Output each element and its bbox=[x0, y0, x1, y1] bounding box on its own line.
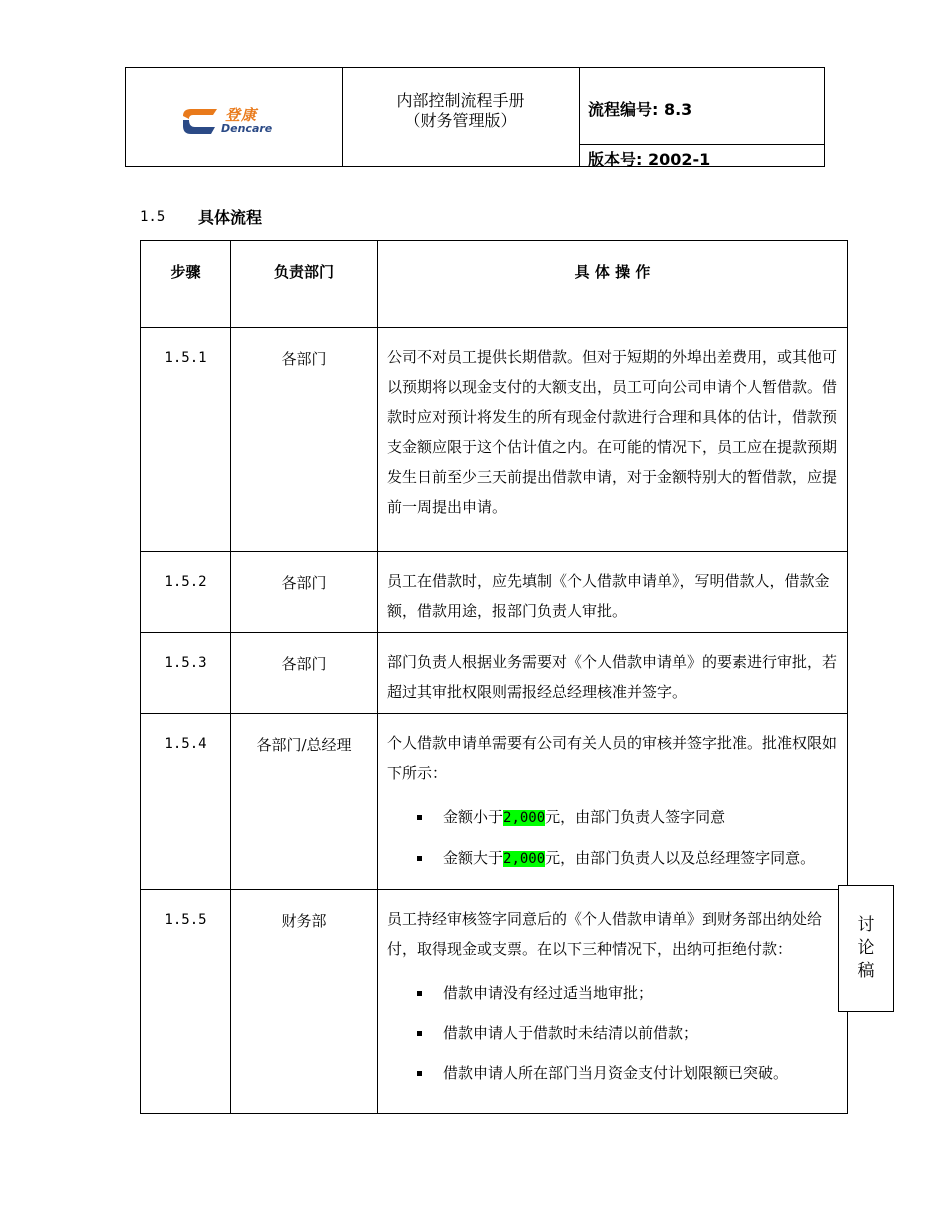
limit-prefix: 金额小于 bbox=[443, 808, 504, 826]
operation-text bbox=[378, 714, 848, 890]
list-item bbox=[387, 806, 838, 829]
process-number: 流程编号: 8.3 bbox=[588, 100, 693, 119]
table-row bbox=[141, 890, 848, 1114]
logo-english-text: Dencare bbox=[221, 122, 273, 135]
logo-cell bbox=[126, 68, 343, 166]
list-item: 借款申请人于借款时未结清以前借款； bbox=[387, 1022, 838, 1044]
process-table bbox=[140, 240, 848, 1114]
step-number: 1.5.2 bbox=[141, 552, 231, 633]
logo-mark-icon bbox=[181, 106, 219, 136]
highlighted-amount: 2,000 bbox=[503, 810, 546, 826]
version-number: 版本号: 2002-1 bbox=[588, 150, 711, 169]
header-step: 步骤 bbox=[141, 241, 231, 328]
department: 财务部 bbox=[231, 890, 378, 1114]
manual-subtitle: （财务管理版） bbox=[404, 111, 517, 130]
limit-suffix: 元，由部门负责人签字同意 bbox=[545, 808, 726, 826]
operation-paragraph: 员工持经审核签字同意后的《个人借款申请单》到财务部出纳处给付，取得现金或支票。在以下三种情况下，出纳可拒绝付款： bbox=[387, 910, 823, 958]
list-item: 借款申请人所在部门当月资金支付计划限额已突破。 bbox=[387, 1062, 838, 1084]
section-number: 1.5 bbox=[140, 209, 166, 225]
operation-paragraph: 个人借款申请单需要有公司有关人员的审核并签字批准。批准权限如下所示： bbox=[387, 734, 838, 782]
step-number: 1.5.3 bbox=[141, 633, 231, 714]
section-heading bbox=[140, 206, 263, 227]
manual-title: 内部控制流程手册 bbox=[396, 91, 525, 110]
operation-paragraph: 部门负责人根据业务需要对《个人借款申请单》的要素进行审批，若超过其审批权限则需报经总经理核准并签字。 bbox=[387, 653, 838, 701]
operation-paragraph: 员工在借款时，应先填制《个人借款申请单》，写明借款人，借款金额，借款用途，报部门负责人审批。 bbox=[387, 572, 830, 620]
table-row bbox=[141, 552, 848, 633]
draft-stamp bbox=[838, 885, 894, 1012]
header-operation: 具 体 操 作 bbox=[378, 241, 848, 328]
highlighted-amount: 2,000 bbox=[503, 851, 546, 867]
approval-limits-list bbox=[387, 806, 838, 870]
step-number: 1.5.1 bbox=[141, 328, 231, 552]
operation-text bbox=[378, 890, 848, 1114]
company-logo bbox=[181, 104, 281, 140]
document-codes-cell bbox=[579, 68, 824, 169]
operation-paragraph: 公司不对员工提供长期借款。但对于短期的外埠出差费用，或其他可以预期将以现金支付的大额支出，员工可向公司申请个人暂借款。借款时应对预计将发生的所有现金付款进行合理和具体的估计，借款预支金额应限于这个估计值之内。在可能的情况下，员工应在提款预期发生日前至少三天前提出借款申请，对于金额特别大的暂借款，应提前一周提出申请。 bbox=[387, 348, 838, 516]
document-header bbox=[125, 67, 825, 167]
operation-text bbox=[378, 328, 848, 552]
refusal-conditions-list bbox=[387, 982, 838, 1084]
list-item: 借款申请没有经过适当地审批； bbox=[387, 982, 838, 1004]
operation-text bbox=[378, 552, 848, 633]
draft-label: 讨论稿 bbox=[857, 915, 875, 981]
logo-chinese-text: 登康 bbox=[225, 106, 258, 124]
header-department: 负责部门 bbox=[231, 241, 378, 328]
table-header-row bbox=[141, 241, 848, 328]
department: 各部门 bbox=[231, 328, 378, 552]
department: 各部门 bbox=[231, 552, 378, 633]
section-title: 具体流程 bbox=[198, 208, 263, 227]
step-number: 1.5.4 bbox=[141, 714, 231, 890]
department: 各部门 bbox=[231, 633, 378, 714]
limit-suffix: 元，由部门负责人以及总经理签字同意。 bbox=[545, 849, 816, 867]
table-row bbox=[141, 633, 848, 714]
operation-text bbox=[378, 633, 848, 714]
manual-title-cell bbox=[342, 68, 580, 166]
table-row bbox=[141, 714, 848, 890]
table-row bbox=[141, 328, 848, 552]
limit-prefix: 金额大于 bbox=[443, 849, 504, 867]
step-number: 1.5.5 bbox=[141, 890, 231, 1114]
list-item bbox=[387, 847, 838, 870]
department: 各部门/总经理 bbox=[231, 714, 378, 890]
